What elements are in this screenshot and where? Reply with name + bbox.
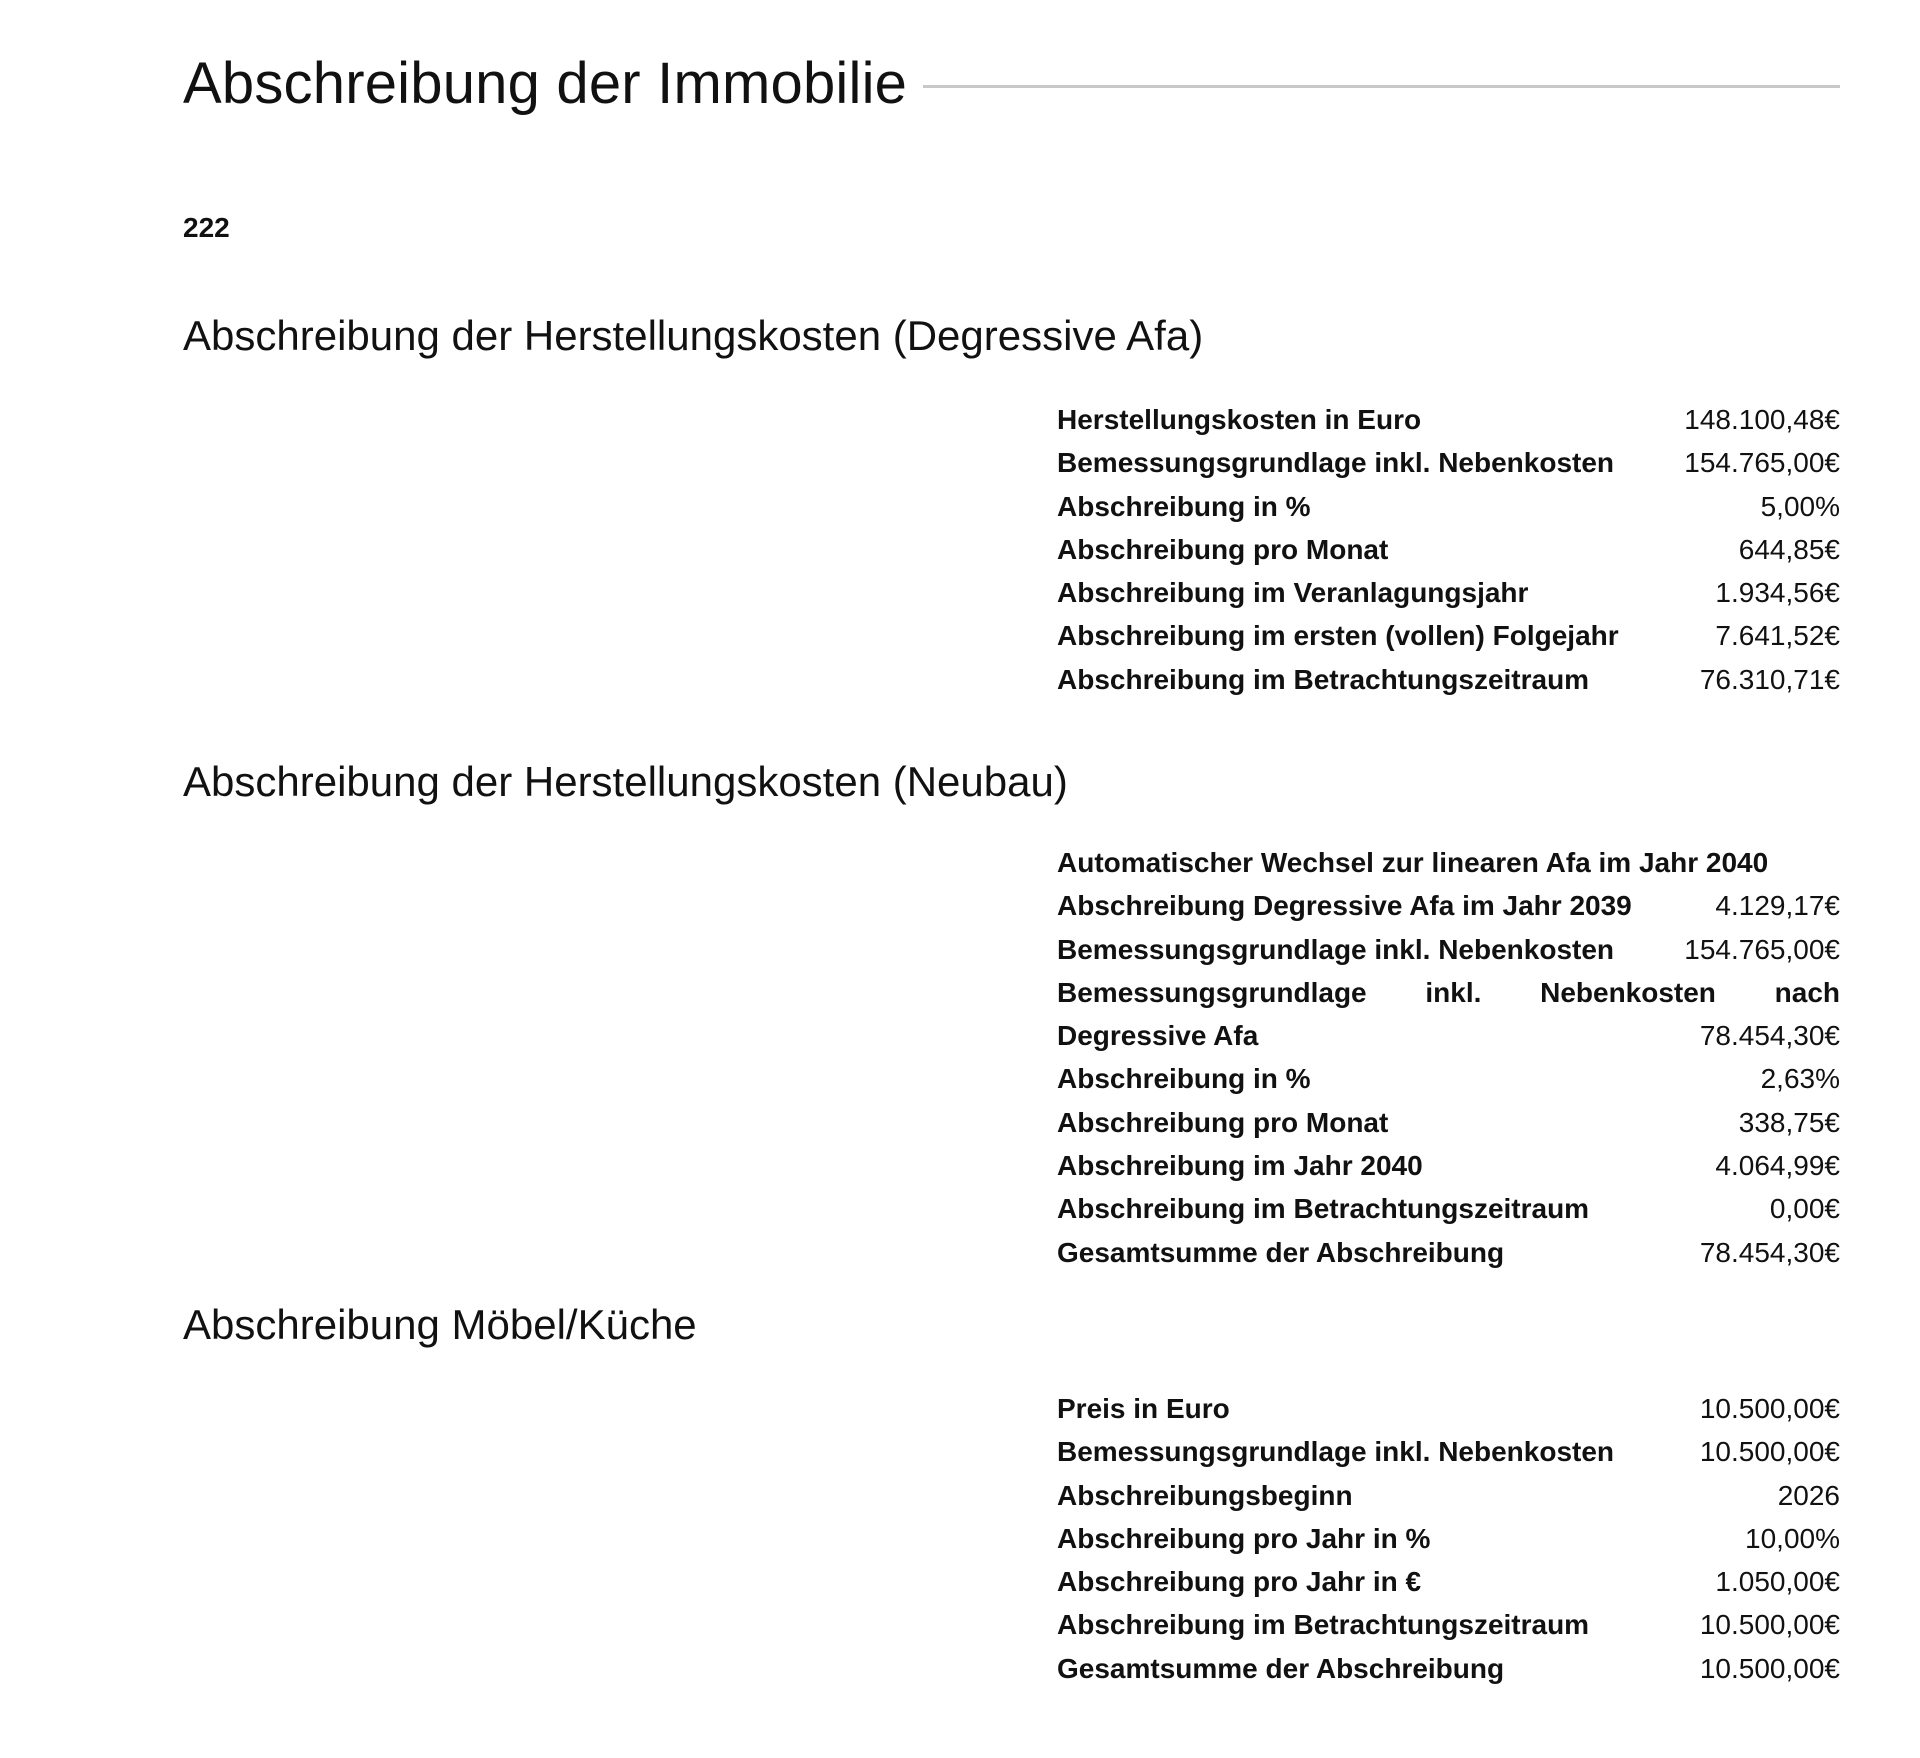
row-label: Abschreibung im Betrachtungszeitraum (1057, 663, 1590, 695)
row-label: Gesamtsumme der Abschreibung (1057, 1652, 1505, 1684)
row-value: 10.500,00€ (1699, 1436, 1840, 1468)
title-rule (923, 85, 1840, 88)
table-row (1057, 1603, 1840, 1646)
row-label: Abschreibung im ersten (vollen) Folgejahr (1057, 620, 1619, 652)
row-label: Preis in Euro (1057, 1393, 1230, 1424)
table-row (1057, 1517, 1840, 1560)
page-title: Abschreibung der Immobilie (183, 51, 908, 116)
row-value: 338,75€ (1738, 1106, 1840, 1138)
table-row (1057, 441, 1840, 484)
table-moebel (1057, 1387, 1840, 1690)
label-word: Bemessungsgrundlage (1057, 976, 1367, 1008)
row-value: 10.500,00€ (1699, 1609, 1840, 1641)
row-value: 154.765,00€ (1684, 933, 1840, 965)
row-value: 76.310,71€ (1699, 663, 1840, 695)
row-value: 644,85€ (1738, 533, 1840, 565)
row-label: Degressive Afa (1057, 1020, 1259, 1052)
row-label: Bemessungsgrundlage inkl. Nebenkosten (1057, 933, 1615, 965)
table-row (1057, 1144, 1840, 1187)
table-row (1057, 1474, 1840, 1517)
row-value: 78.454,30€ (1699, 1236, 1840, 1268)
row-value: 154.765,00€ (1684, 447, 1840, 479)
row-value: 2,63% (1760, 1063, 1840, 1095)
table-row (1057, 1231, 1840, 1274)
table-row (1057, 614, 1840, 657)
table-row (1057, 1101, 1840, 1144)
row-value: 7.641,52€ (1715, 620, 1840, 652)
row-value: 10.500,00€ (1699, 1393, 1840, 1424)
table-row (1057, 571, 1840, 614)
section-heading-neubau: Abschreibung der Herstellungskosten (Neubau) (183, 758, 1068, 805)
row-label: Gesamtsumme der Abschreibung (1057, 1236, 1505, 1268)
table-row (1057, 928, 1840, 971)
table-row (1057, 1430, 1840, 1473)
row-label: Abschreibung im Betrachtungszeitraum (1057, 1193, 1590, 1225)
table-row (1057, 485, 1840, 528)
table-row (1057, 658, 1840, 701)
label-word: Nebenkosten (1540, 976, 1716, 1008)
row-label: Abschreibung im Betrachtungszeitraum (1057, 1609, 1590, 1641)
table-row (1057, 1560, 1840, 1603)
row-label: Abschreibungsbeginn (1057, 1479, 1353, 1511)
table-row-wrapped-line1 (1057, 971, 1840, 1014)
row-label: Abschreibung Degressive Afa im Jahr 2039 (1057, 890, 1632, 922)
table-row (1057, 528, 1840, 571)
row-label: Abschreibung pro Monat (1057, 1106, 1389, 1138)
table-row (1057, 1647, 1840, 1690)
row-label: Abschreibung im Veranlagungsjahr (1057, 577, 1529, 609)
page-number: 222 (183, 212, 230, 243)
row-label-intro: Automatischer Wechsel zur linearen Afa im Jahr 2040 (1057, 847, 1769, 878)
label-word: nach (1774, 976, 1840, 1008)
section-heading-moebel: Abschreibung Möbel/Küche (183, 1301, 697, 1348)
table-degressive (1057, 398, 1840, 701)
title-row (183, 50, 1840, 117)
row-value: 148.100,48€ (1684, 404, 1840, 435)
row-value: 10,00% (1745, 1522, 1840, 1554)
row-value: 4.064,99€ (1715, 1150, 1840, 1182)
row-label: Bemessungsgrundlage inkl. Nebenkosten (1057, 1436, 1615, 1468)
row-value: 1.934,56€ (1715, 577, 1840, 609)
table-row (1057, 398, 1840, 441)
row-value: 10.500,00€ (1699, 1652, 1840, 1684)
table-neubau (1057, 841, 1840, 1274)
row-label: Herstellungskosten in Euro (1057, 404, 1422, 435)
row-value: 0,00€ (1769, 1193, 1840, 1225)
row-label: Abschreibung pro Jahr in € (1057, 1566, 1422, 1598)
row-label: Abschreibung in % (1057, 1063, 1311, 1095)
row-value: 5,00% (1760, 490, 1840, 522)
label-word: inkl. (1425, 976, 1482, 1008)
row-label: Abschreibung in % (1057, 490, 1311, 522)
row-label: Bemessungsgrundlage inkl. Nebenkosten (1057, 447, 1615, 479)
row-label: Abschreibung pro Monat (1057, 533, 1389, 565)
table-row (1057, 1187, 1840, 1230)
row-value: 4.129,17€ (1715, 890, 1840, 922)
table-row-wrapped-line2 (1057, 1014, 1840, 1057)
row-value: 78.454,30€ (1699, 1020, 1840, 1052)
row-value: 2026 (1777, 1479, 1840, 1511)
row-label: Abschreibung im Jahr 2040 (1057, 1150, 1423, 1182)
table-row (1057, 884, 1840, 927)
row-label: Abschreibung pro Jahr in % (1057, 1522, 1431, 1554)
table-row (1057, 1387, 1840, 1430)
table-row (1057, 841, 1840, 884)
section-heading-degressive: Abschreibung der Herstellungskosten (Degressive Afa) (183, 312, 1204, 359)
table-row (1057, 1057, 1840, 1100)
row-value: 1.050,00€ (1715, 1566, 1840, 1598)
